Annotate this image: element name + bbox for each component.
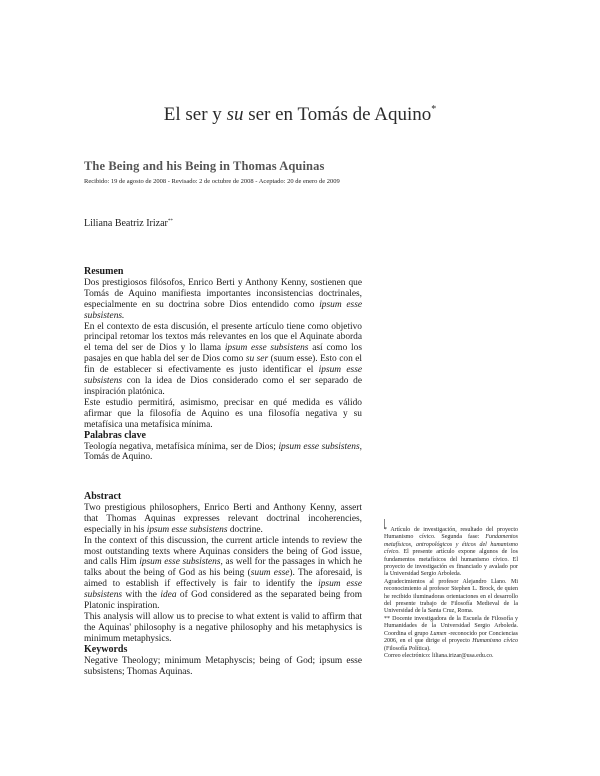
resumen-heading: Resumen [84,266,124,277]
abstract-section [84,492,362,677]
resumen-paragraph-2: En el contexto de esta discusión, el presente artículo tiene como objetivo principal retomar los textos más relevantes en los que el Aquinate aborda el tema del ser de Dios y lo llama ipsum esse subsistens así como los pasajes en que habla del ser de Dios como su ser (suum esse). Esto con el fin de establecer si efectivamente es justo identificar el ipsum esse subsistens con la idea de Dios considerado como el ser separado de inspiración platónica. [84,321,363,397]
abstract-paragraph-2: In the context of this discussion, the current article intends to review the most outstanding texts where Aquinas considers the being of God issue, and calls Him ipsum esse subsistens, as well for the passages in which he talks about the being of God as his being (suum esse). The aforesaid, is aimed to establish if effectively is fair to identify the ipsum esse subsistens with the idea of God considered as the separated being from Platonic inspiration. [84,535,362,612]
footnote-1-acknowledgements: Agradecimientos al profesor Alejandro Llano. Mi reconocimiento al profesor Stephen L. Brock, de quien he recibido iluminadoras orientaciones en el desarrollo del presente trabajo de Filosofía Medieval de la Universidad de la Santa Cruz, Roma. [384,578,518,615]
footnote-2: ** Docente investigadora de la Escuela de Filosofía y Humanidades de la Universidad Sergio Arboleda. Coordina el grupo Lumen -reconocido por Conciencias 2006, en el que dirige el proyecto Humanismo cívico (Filosofía Política). [384,615,518,652]
english-title: The Being and his Being in Thomas Aquinas [84,159,325,173]
abstract-paragraph-3: This analysis will allow us to precise to what extent is valid to affirm that the Aquinas' philosophy is a negative philosophy and his metaphysics is minimum metaphysics. [84,611,362,644]
abstract-paragraph-1: Two prestigious philosophers, Enrico Berti and Anthony Kenny, assert that Thomas Aquinas expresses relevant doctrinal incoherencies, especially in his ipsum esse subsistens doctrine. [84,502,362,535]
resumen-paragraph-3: Este estudio permitirá, asimismo, precisar en qué medida es válido afirmar que la filosofía de Aquino es una filosofía negativa y su metafísica una metafísica mínima. [84,397,362,430]
abstract-heading: Abstract [84,491,122,502]
footnote-2-email: Correo electrónico: liliana.irizar@usa.edu.co. [384,652,494,659]
resumen-section [84,267,362,463]
footnote-1: * Artículo de investigación, resultado del proyecto Humanismo cívico. Segunda fase: Fundamentos metafísicos, antropológicos y éticos del humanismo cívico. El presente artículo expone algunos de los fundamentos metafísicos del humanismo cívico. El proyecto de investigación es financiado y avalado por la Universidad Sergio Arboleda. [384,527,518,578]
author-name: Liliana Beatriz Irizar** [84,218,173,229]
author-footnote-mark: ** [167,219,173,224]
submission-dates: Recibido: 19 de agosto de 2008 - Revisado: 2 de octubre de 2008 - Aceptado: 20 de enero de 2009 [84,178,340,185]
keywords-heading: Keywords [84,643,128,655]
palabras-clave-list: Teología negativa, metafísica mínima, ser de Dios; ipsum esse subsistens, Tomás de Aquino. [84,441,362,463]
title-footnote-mark: * [431,104,437,115]
footnotes [384,527,518,660]
keywords-list: Negative Theology; minimum Metaphyscis; being of God; ipsum esse subsistens; Thomas Aquinas. [84,655,362,677]
resumen-paragraph-1: Dos prestigiosos filósofos, Enrico Berti y Anthony Kenny, sostienen que Tomás de Aquino manifiesta importantes inconsistencias doctrinales, especialmente en su doctrina sobre Dios entendido como ipsum esse subsistens. [84,277,362,321]
article-title: El ser y su ser en Tomás de Aquino* [163,104,437,125]
palabras-clave-heading: Palabras clave [84,429,146,441]
